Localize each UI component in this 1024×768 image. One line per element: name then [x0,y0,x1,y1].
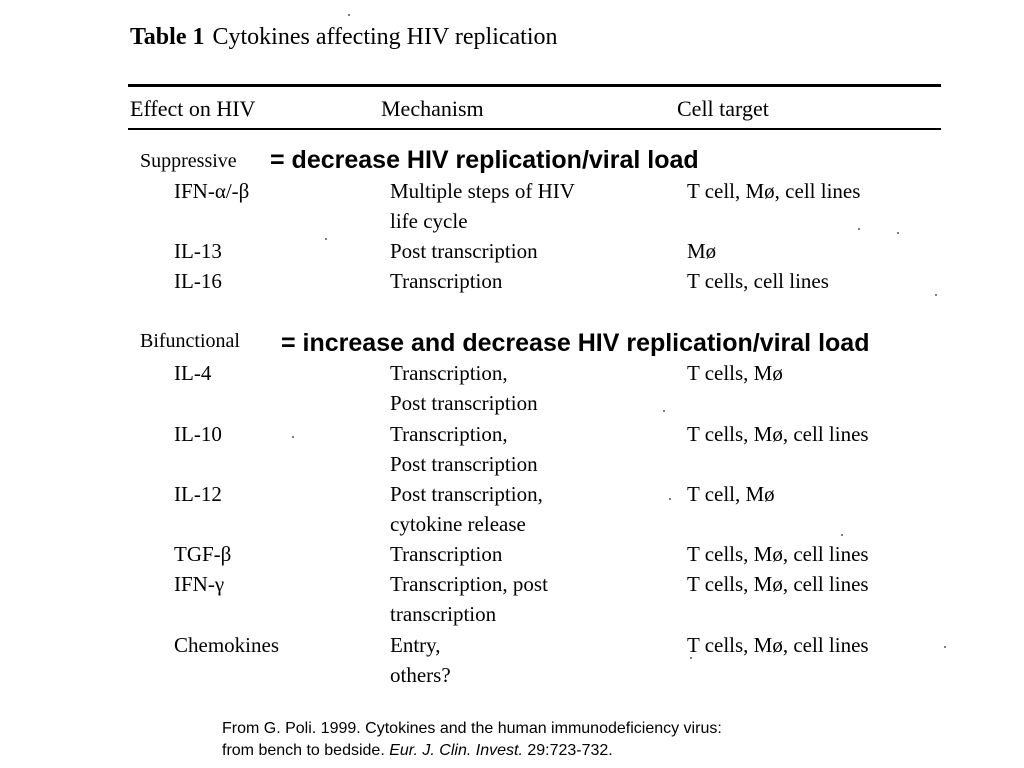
cytokine-cell: TGF-β [174,542,232,566]
scan-speck [841,534,843,536]
scan-speck [348,14,350,16]
scan-speck [292,436,294,438]
mechanism-cell: Multiple steps of HIV life cycle [390,179,575,233]
cell-target-cell: T cells, cell lines [687,269,829,293]
header-rule [128,128,941,130]
scan-speck [325,238,327,240]
cell-target-cell: T cells, Mø, cell lines [687,422,869,446]
mechanism-cell: Transcription [390,269,503,293]
cytokine-cell: IL-16 [174,269,222,293]
scan-speck [858,228,860,230]
header-cell-target: Cell target [677,96,769,121]
citation [222,718,722,762]
cell-target-cell: T cell, Mø, cell lines [687,179,861,203]
citation-journal: Eur. J. Clin. Invest. [389,742,523,759]
header-effect: Effect on HIV [130,96,256,121]
cytokine-cell: IFN-α/-β [174,179,250,203]
cell-target-cell: Mø [687,239,717,263]
cell-target-cell: T cells, Mø, cell lines [687,572,869,596]
scan-speck [669,498,671,500]
mechanism-cell: Post transcription, cytokine release [390,482,543,536]
scan-speck [944,646,946,648]
table-title [130,24,558,51]
cell-target-cell: T cells, Mø, cell lines [687,633,869,657]
group-note-suppressive: = decrease HIV replication/viral load [270,146,699,174]
cytokine-cell: IFN-γ [174,572,225,596]
mechanism-cell: Transcription, Post transcription [390,422,538,476]
mechanism-cell: Transcription, Post transcription [390,361,538,415]
group-label-bifunctional: Bifunctional [140,330,240,352]
mechanism-cell: Transcription [390,542,503,566]
table-title-text: Cytokines affecting HIV replication [212,24,558,50]
citation-line-2: from bench to bedside. Eur. J. Clin. Invest. 29:723-732. [222,742,613,759]
scan-speck [690,657,692,659]
header-mechanism: Mechanism [381,96,484,121]
citation-line-1: From G. Poli. 1999. Cytokines and the human immunodeficiency virus: [222,720,722,737]
table-top-rule [128,84,941,87]
mechanism-cell: Post transcription [390,239,538,263]
table-label: Table 1 [130,24,205,50]
cytokine-cell: IL-12 [174,482,222,506]
cell-target-cell: T cell, Mø [687,482,775,506]
mechanism-cell: Entry, others? [390,633,451,687]
group-note-bifunctional: = increase and decrease HIV replication/viral load [281,329,870,357]
group-label-suppressive: Suppressive [140,150,237,172]
cell-target-cell: T cells, Mø [687,361,783,385]
cytokine-cell: IL-13 [174,239,222,263]
cytokine-cell: IL-10 [174,422,222,446]
scan-speck [663,410,665,412]
scan-speck [897,232,899,234]
cytokine-cell: Chemokines [174,633,279,657]
cytokine-cell: IL-4 [174,361,212,385]
mechanism-cell: Transcription, post transcription [390,572,548,626]
scan-speck [935,294,937,296]
cell-target-cell: T cells, Mø, cell lines [687,542,869,566]
